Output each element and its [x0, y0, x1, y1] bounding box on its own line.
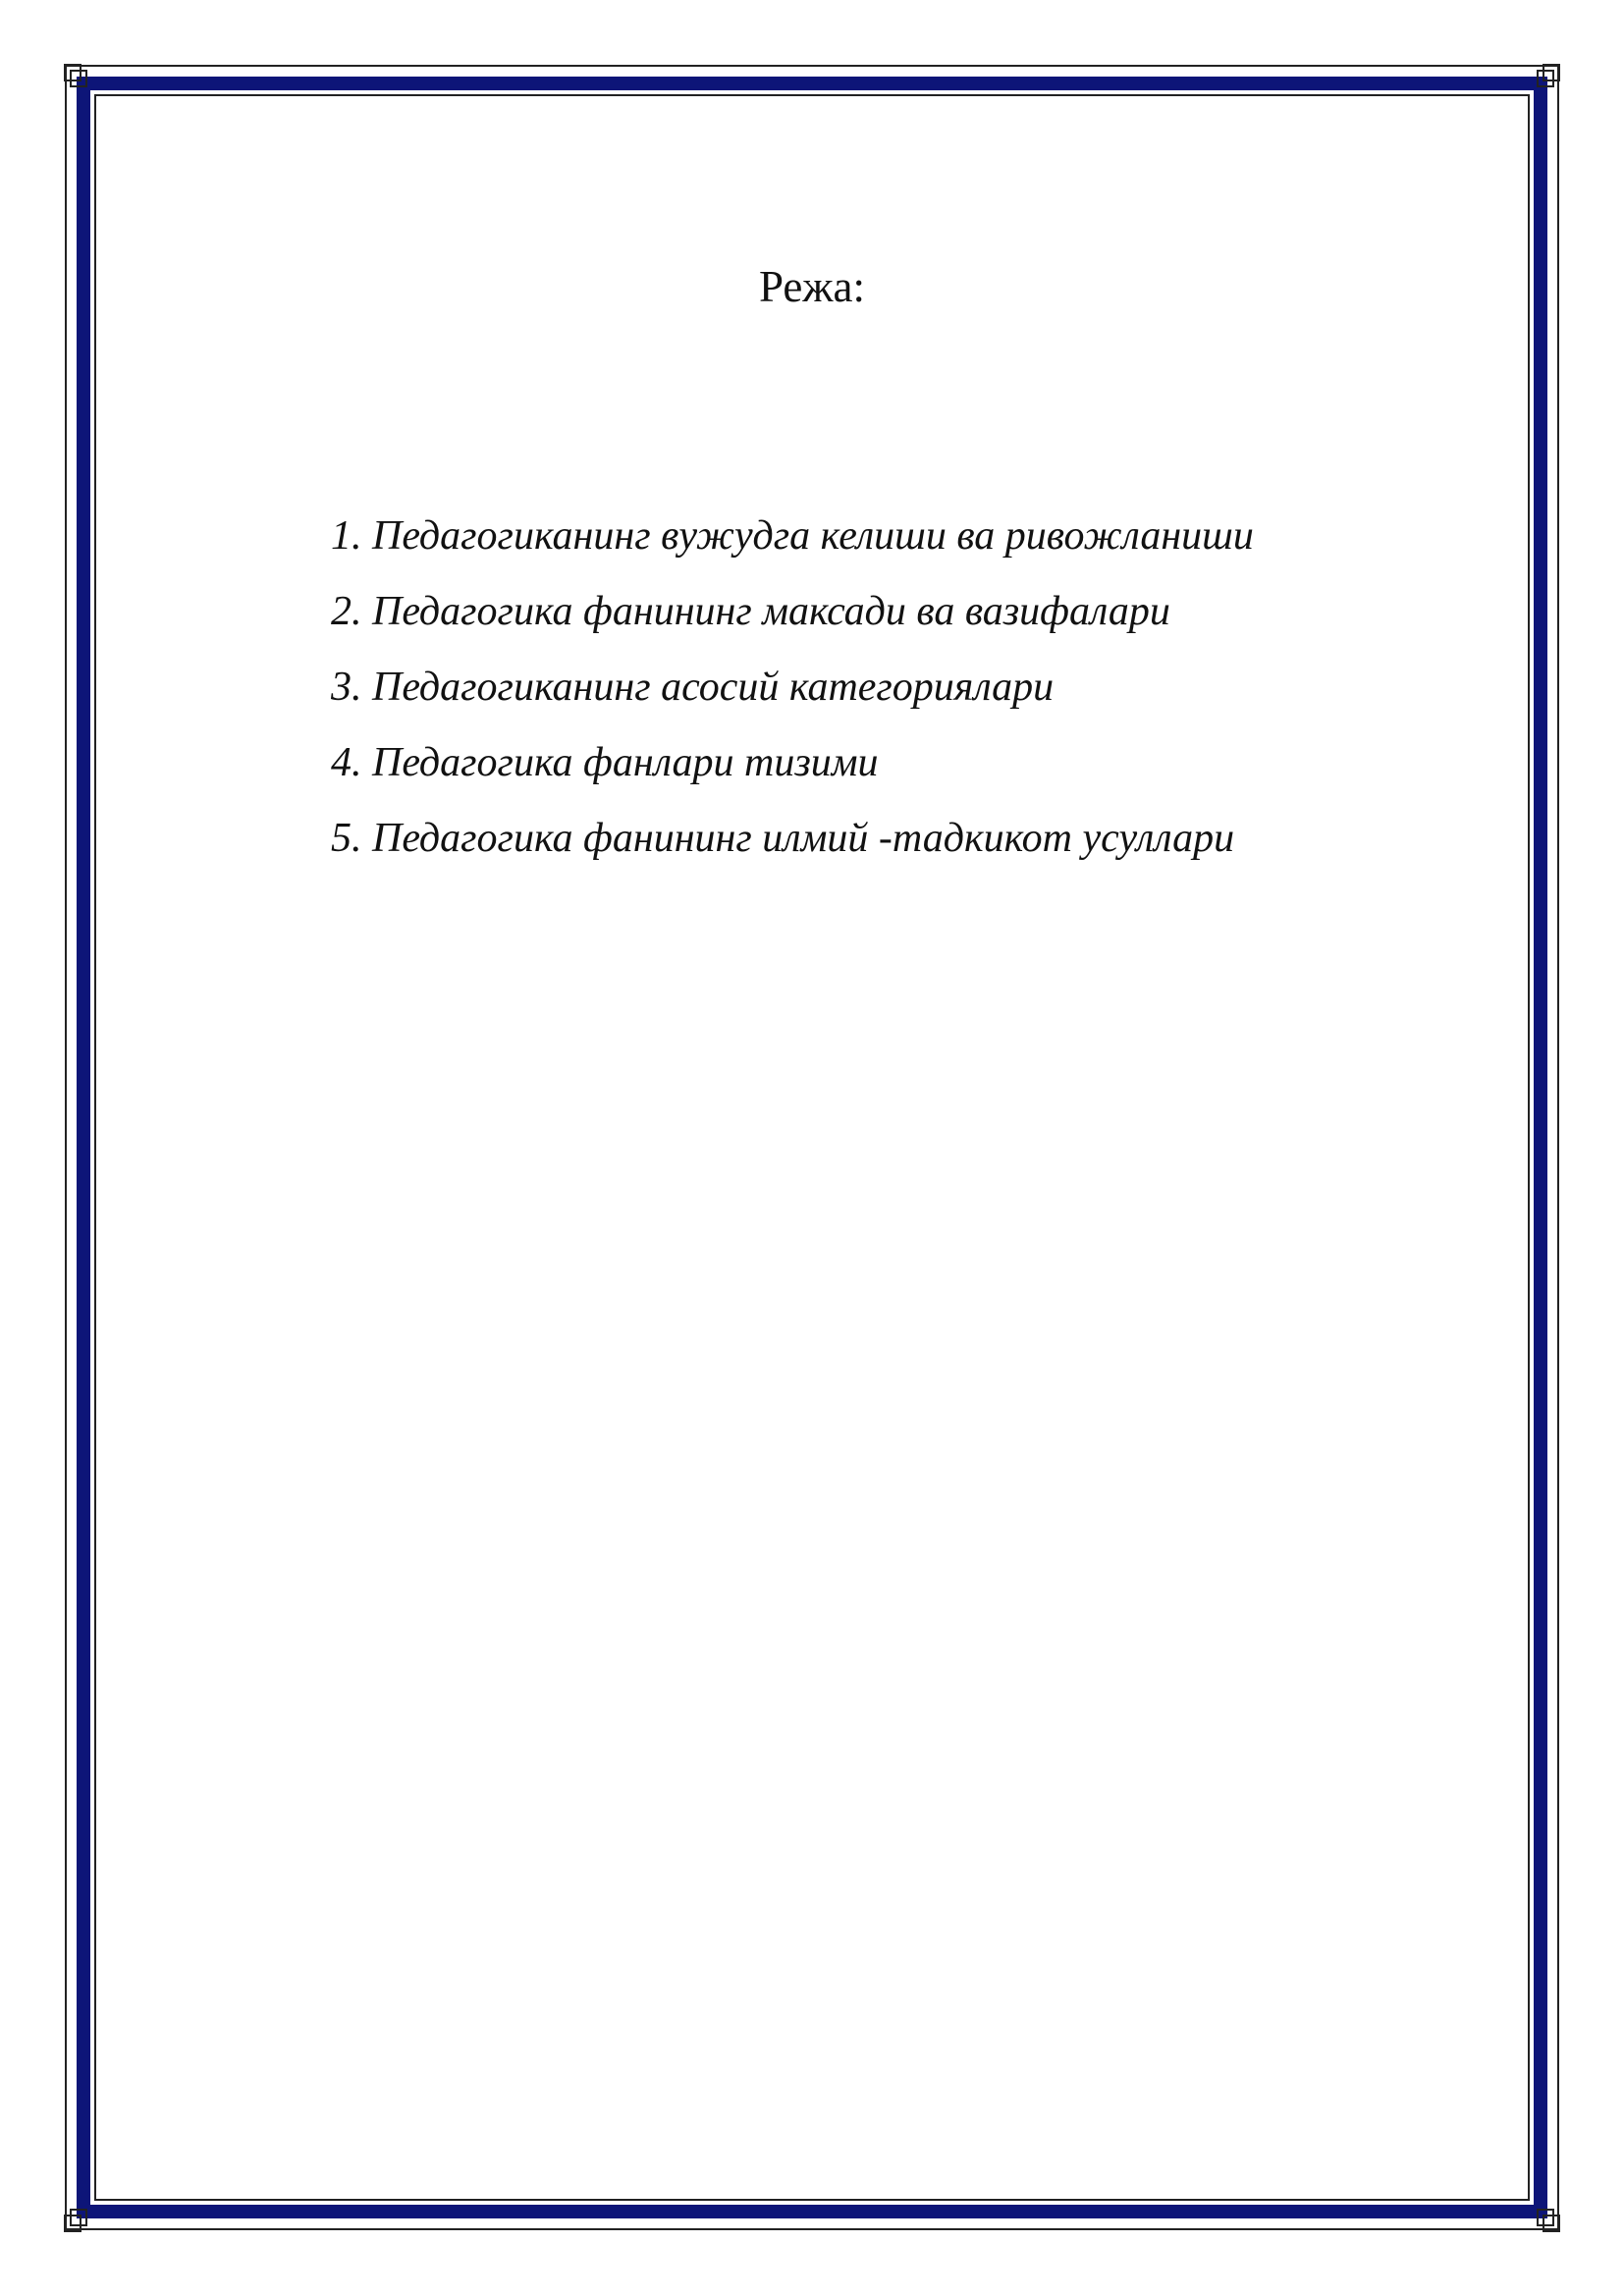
plan-item: 2. Педагогика фанининг максади ва вазифалари [331, 589, 1170, 634]
plan-list [331, 510, 1254, 888]
page-border-inner [94, 94, 1530, 2201]
border-corner-ornament-top-left [63, 63, 102, 102]
plan-item: 4. Педагогика фанлари тизими [331, 740, 879, 785]
border-corner-ornament-bottom-right [1522, 2194, 1561, 2233]
page-title: Режа: [759, 262, 865, 311]
plan-item: 1. Педагогиканинг вужудга келиши ва ривожланиши [331, 513, 1254, 559]
border-corner-ornament-top-right [1522, 63, 1561, 102]
border-corner-ornament-bottom-left [63, 2194, 102, 2233]
plan-item: 3. Педагогиканинг асосий категориялари [331, 665, 1055, 710]
plan-item: 5. Педагогика фанининг илмий -тадкикот усуллари [331, 816, 1235, 861]
